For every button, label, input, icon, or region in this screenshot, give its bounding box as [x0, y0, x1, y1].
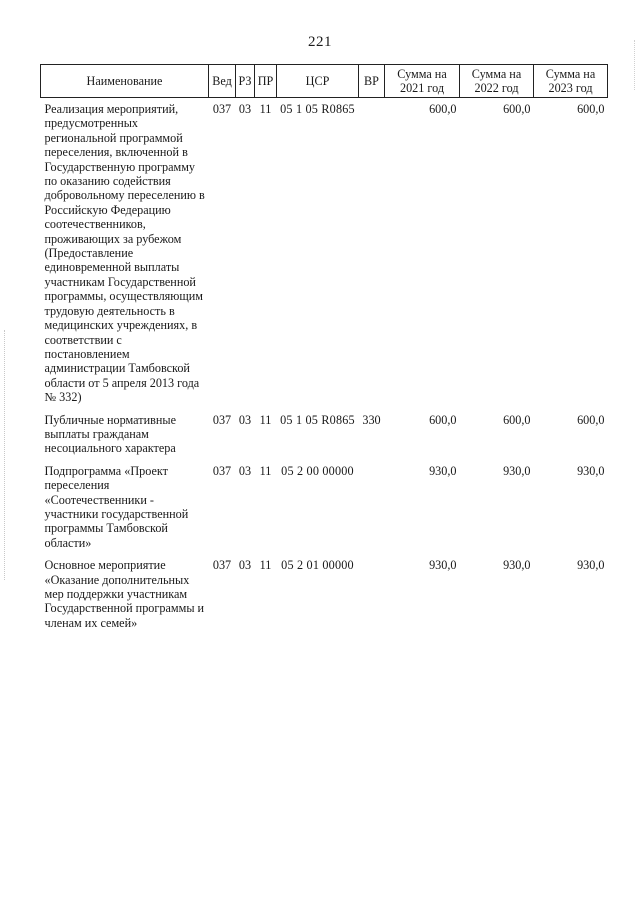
- row-ved: 037: [212, 412, 232, 427]
- table-body: [41, 98, 608, 635]
- table-row: [41, 98, 608, 409]
- header-name: Наименование: [41, 65, 209, 98]
- table-row: [41, 409, 608, 460]
- page-number: 221: [308, 34, 332, 50]
- row-csr: 05 1 05 R0865: [280, 412, 355, 427]
- header-vr: ВР: [359, 65, 385, 98]
- table-row: [41, 460, 608, 554]
- row-pr: 11: [259, 102, 272, 116]
- row-vr: [359, 554, 385, 634]
- row-sum-2023: 600,0: [577, 102, 605, 116]
- row-name: Публичные нормативные выплаты гражданам несоциального характера: [44, 412, 177, 456]
- row-ved: 037: [212, 102, 232, 116]
- header-sum-2023: Сумма на 2023 год: [534, 65, 608, 98]
- table-header: [41, 65, 608, 98]
- row-csr: 05 2 01 00000: [281, 558, 354, 573]
- row-sum-2021: 600,0: [429, 102, 457, 116]
- row-csr: 05 2 00 00000: [281, 463, 354, 478]
- row-csr: 05 1 05 R0865: [280, 102, 355, 116]
- row-pr: 11: [259, 412, 272, 427]
- row-sum-2023: 600,0: [577, 412, 605, 427]
- row-rz: 03: [238, 102, 252, 116]
- row-vr: [359, 460, 385, 554]
- header-pr: ПР: [255, 65, 277, 98]
- row-vr: [359, 98, 385, 409]
- header-rz: РЗ: [236, 65, 255, 98]
- row-rz: 03: [238, 463, 252, 478]
- row-sum-2021: 930,0: [429, 463, 457, 478]
- row-sum-2022: 930,0: [503, 558, 531, 573]
- budget-table: [40, 64, 608, 634]
- row-sum-2022: 600,0: [503, 102, 531, 116]
- table-row: [41, 554, 608, 634]
- row-sum-2021: 600,0: [429, 412, 457, 427]
- row-ved: 037: [212, 463, 232, 478]
- scan-edge-artifact: [634, 40, 636, 90]
- row-rz: 03: [238, 558, 252, 573]
- header-sum-2022: Сумма на 2022 год: [460, 65, 534, 98]
- row-pr: 11: [259, 463, 272, 478]
- header-csr: ЦСР: [277, 65, 359, 98]
- row-sum-2021: 930,0: [429, 558, 457, 573]
- row-name: Основное мероприятие «Оказание дополнительных мер поддержки участникам Государственной программы и членам их семей»: [44, 558, 205, 630]
- row-name: Реализация мероприятий, предусмотренных региональной программой переселения, включенной в Государственную программу по оказанию содействия добровольному переселению в Российскую Федерацию соотечественников, проживающих за рубежом (Предоставление единовременной выплаты участникам Государственной программы, осуществляющим трудовую деятельность в медицинских учреждениях, в соответствии с постановлением администрации Тамбовской области от 5 апреля 2013 года № 332): [44, 102, 205, 405]
- row-rz: 03: [238, 412, 252, 427]
- row-sum-2023: 930,0: [577, 463, 605, 478]
- row-ved: 037: [212, 558, 232, 573]
- row-pr: 11: [259, 558, 272, 573]
- row-vr: 330: [362, 412, 381, 427]
- row-sum-2022: 600,0: [503, 412, 531, 427]
- row-sum-2022: 930,0: [503, 463, 531, 478]
- header-ved: Вед: [209, 65, 236, 98]
- scan-edge-artifact: [4, 330, 6, 580]
- header-row: [41, 65, 608, 98]
- row-sum-2023: 930,0: [577, 558, 605, 573]
- header-sum-2021: Сумма на 2021 год: [385, 65, 460, 98]
- row-name: Подпрограмма «Проект переселения «Соотечественники - участники государственной программы Тамбовской области»: [44, 463, 189, 550]
